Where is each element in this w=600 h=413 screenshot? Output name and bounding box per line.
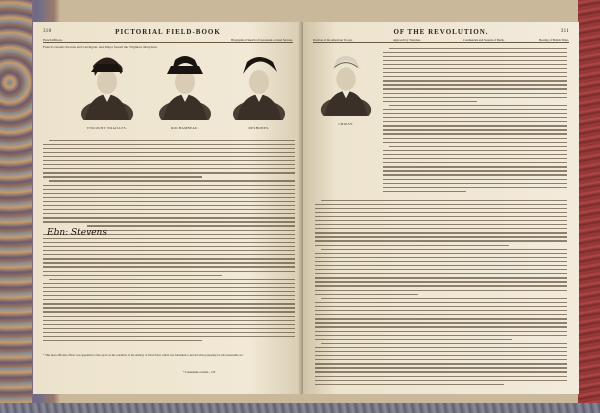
right-page-number: 311 — [560, 29, 569, 34]
left-footnote: * This most efficient officer was appointed to the report on the condition of the artillery of West Point, which was furnished to Arnold when preparing for his treasonable act. — [43, 353, 244, 357]
text-line — [43, 339, 295, 343]
right-body-text — [315, 198, 567, 386]
left-running-head — [43, 28, 293, 38]
marbled-page-edge — [0, 403, 600, 413]
right-running-title: OF THE REVOLUTION. — [393, 28, 489, 36]
portrait-deshones — [229, 46, 289, 130]
right-running-head — [313, 28, 569, 38]
left-subhead — [43, 38, 293, 43]
bust-engraving-icon — [229, 46, 289, 120]
right-page — [303, 22, 579, 394]
right-subhead-4: Bearing of British Ships. — [539, 38, 569, 42]
left-bottom-note: * Lieutenant-colonel... 110 — [183, 370, 216, 374]
portrait-noailles — [77, 46, 137, 130]
bust-engraving-icon — [155, 46, 215, 120]
right-subhead-1: Position of the American Troops. — [313, 38, 353, 42]
left-body-text — [43, 138, 295, 343]
portrait-caption: ROCHAMBEAU. — [171, 126, 199, 130]
left-page — [33, 22, 303, 394]
portrait-caption: DESHONES. — [248, 126, 270, 130]
bust-engraving-icon — [77, 46, 137, 120]
text-line — [383, 189, 567, 193]
right-subhead-2: Approach by Trenches. — [393, 38, 421, 42]
stevens-signature: Ebn: Stevens — [47, 228, 107, 238]
right-subhead — [313, 38, 569, 43]
portrait-caption: VISCOUNT NOAILLES. — [86, 126, 128, 130]
red-page-edge — [578, 0, 600, 413]
text-line — [315, 382, 567, 386]
right-subhead-3: Continentals and Sounds of Battle. — [463, 38, 505, 42]
left-subhead-left: French Officers. — [43, 38, 63, 42]
left-subhead-right: Biographical Sketch of Lieutenant-colonel Stevens. — [231, 38, 293, 42]
left-running-title: PICTORIAL FIELD-BOOK — [115, 28, 221, 36]
portrait-rochambeau — [155, 46, 215, 130]
right-column-beside-portrait — [383, 46, 567, 193]
bust-engraving-icon — [317, 44, 375, 116]
opening-line: French colonels Stevens and Carrington, and Major Sewell the Virginian, Maryland, — [43, 45, 158, 49]
marbled-endpaper — [0, 0, 32, 413]
portrait-caption: CHOISY. — [338, 122, 354, 126]
portrait-row — [77, 46, 297, 130]
portrait-choisy — [317, 44, 375, 126]
left-page-number: 310 — [43, 29, 52, 34]
